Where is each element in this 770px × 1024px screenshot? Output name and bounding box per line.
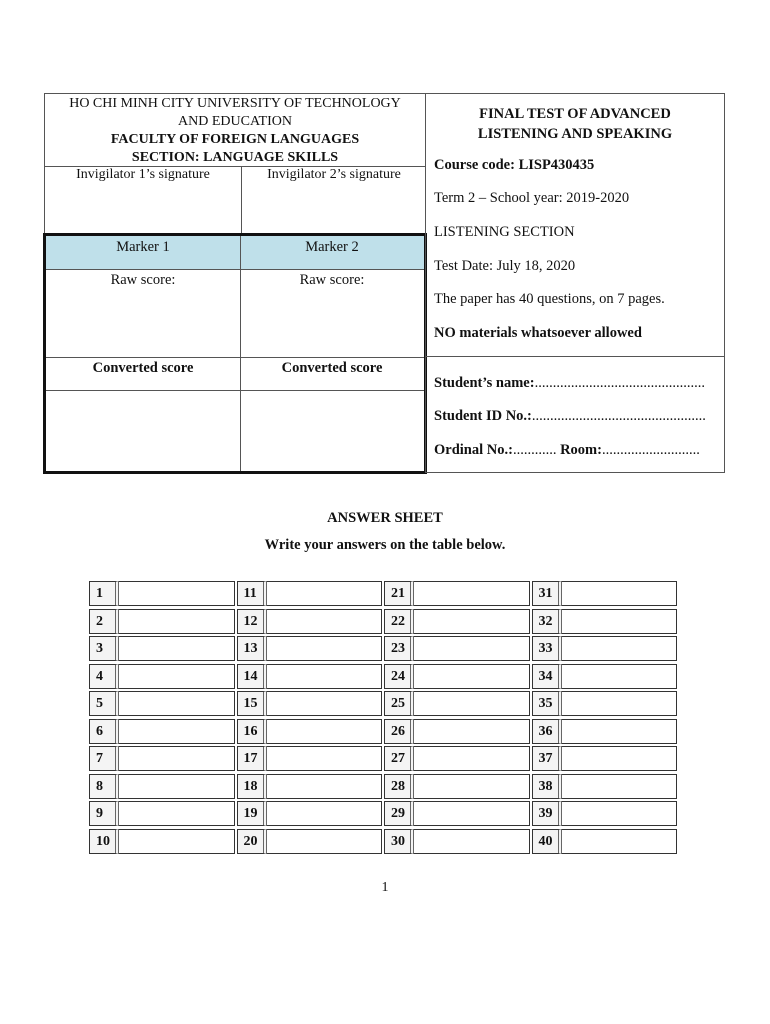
question-number: 30 (384, 829, 414, 854)
answer-grid (89, 581, 679, 858)
invigilator-2-signature-box[interactable] (242, 167, 426, 234)
answer-box[interactable] (562, 746, 678, 771)
question-number: 14 (237, 664, 267, 689)
answer-box[interactable] (119, 581, 235, 606)
faculty-name: FACULTY OF FOREIGN LANGUAGES (110, 132, 360, 147)
question-number: 27 (384, 746, 414, 771)
room-label: Room: (560, 442, 602, 458)
question-number: 19 (237, 801, 267, 826)
answer-box[interactable] (562, 636, 678, 661)
answer-box[interactable] (562, 664, 678, 689)
invigilator-1-signature-box[interactable] (45, 167, 241, 234)
question-number: 13 (237, 636, 267, 661)
answer-box[interactable] (562, 691, 678, 716)
question-number: 21 (384, 581, 414, 606)
student-id-label: Student ID No.: (434, 408, 532, 424)
answer-box[interactable] (562, 774, 678, 799)
answer-box[interactable] (119, 664, 235, 689)
question-number: 18 (237, 774, 267, 799)
answer-box[interactable] (119, 691, 235, 716)
test-title-line2: LISTENING AND SPEAKING (477, 126, 673, 142)
question-number: 17 (237, 746, 267, 771)
question-number: 35 (532, 691, 562, 716)
question-number: 23 (384, 636, 414, 661)
test-title-line1: FINAL TEST OF ADVANCED (479, 106, 671, 122)
page-number: 1 (381, 880, 389, 895)
question-number: 9 (89, 801, 119, 826)
test-title (426, 104, 724, 144)
university-name-line2: AND EDUCATION (178, 114, 292, 129)
answer-box[interactable] (414, 609, 530, 634)
university-name-line1: HO CHI MINH CITY UNIVERSITY OF TECHNOLOGY (69, 96, 401, 111)
answer-box[interactable] (267, 801, 383, 826)
question-number: 36 (532, 719, 562, 744)
question-number: 34 (532, 664, 562, 689)
answer-box[interactable] (119, 719, 235, 744)
question-number: 6 (89, 719, 119, 744)
marker-1-raw-score[interactable]: Raw score: (110, 272, 176, 288)
divider (46, 390, 424, 391)
question-number: 5 (89, 691, 119, 716)
answer-box[interactable] (414, 664, 530, 689)
section-name: SECTION: LANGUAGE SKILLS (131, 150, 339, 165)
invigilator-1-label: Invigilator 1’s signature (76, 167, 210, 182)
answer-box[interactable] (119, 829, 235, 854)
answer-sheet-instruction: Write your answers on the table below. (264, 537, 506, 553)
question-number: 40 (532, 829, 562, 854)
question-number: 37 (532, 746, 562, 771)
test-info-panel (425, 93, 725, 473)
question-number: 29 (384, 801, 414, 826)
section-info: LISTENING SECTION (434, 224, 575, 240)
question-number: 24 (384, 664, 414, 689)
divider (426, 356, 724, 357)
answer-box[interactable] (267, 774, 383, 799)
ordinal-blank: ............ (512, 442, 557, 458)
materials-notice: NO materials whatsoever allowed (434, 325, 642, 341)
question-number: 3 (89, 636, 119, 661)
question-number: 12 (237, 609, 267, 634)
invigilator-2-label: Invigilator 2’s signature (267, 167, 401, 182)
question-number: 33 (532, 636, 562, 661)
question-number: 39 (532, 801, 562, 826)
term-info: Term 2 – School year: 2019-2020 (434, 190, 630, 206)
answer-box[interactable] (267, 829, 383, 854)
marker-2-header: Marker 2 (240, 236, 424, 270)
ordinal-label: Ordinal No.: (434, 442, 513, 458)
test-date: Test Date: July 18, 2020 (434, 258, 576, 274)
question-number: 25 (384, 691, 414, 716)
question-number: 15 (237, 691, 267, 716)
answer-box[interactable] (119, 746, 235, 771)
question-number: 16 (237, 719, 267, 744)
answer-box[interactable] (414, 829, 530, 854)
marker-2-raw-score[interactable]: Raw score: (299, 272, 365, 288)
answer-box[interactable] (414, 774, 530, 799)
answer-box[interactable] (267, 664, 383, 689)
answer-box[interactable] (414, 801, 530, 826)
question-number: 28 (384, 774, 414, 799)
student-name-field[interactable] (434, 375, 705, 392)
answer-box[interactable] (119, 609, 235, 634)
answer-box[interactable] (267, 691, 383, 716)
question-number: 26 (384, 719, 414, 744)
answer-box[interactable] (562, 581, 678, 606)
answer-box[interactable] (414, 636, 530, 661)
divider (46, 357, 424, 358)
course-code: Course code: LISP430435 (434, 157, 595, 173)
marker-1-converted-score[interactable]: Converted score (92, 360, 194, 376)
question-number: 8 (89, 774, 119, 799)
question-number: 32 (532, 609, 562, 634)
answer-box[interactable] (267, 719, 383, 744)
marker-1-header: Marker 1 (46, 236, 240, 270)
question-number: 22 (384, 609, 414, 634)
student-name-label: Student’s name: (434, 375, 535, 391)
answer-box[interactable] (562, 801, 678, 826)
pages-info: The paper has 40 questions, on 7 pages. (434, 291, 665, 307)
answer-box[interactable] (267, 581, 383, 606)
markers-table (43, 233, 427, 474)
answer-box[interactable] (562, 829, 678, 854)
ordinal-room-field[interactable] (434, 442, 700, 459)
answer-box[interactable] (119, 636, 235, 661)
answer-box[interactable] (562, 719, 678, 744)
question-number: 1 (89, 581, 119, 606)
answer-box[interactable] (267, 609, 383, 634)
answer-box[interactable] (414, 581, 530, 606)
question-number: 10 (89, 829, 119, 854)
answer-box[interactable] (267, 636, 383, 661)
question-number: 4 (89, 664, 119, 689)
marker-2-converted-score[interactable]: Converted score (281, 360, 383, 376)
question-number: 38 (532, 774, 562, 799)
question-number: 7 (89, 746, 119, 771)
question-number: 2 (89, 609, 119, 634)
answer-box[interactable] (414, 746, 530, 771)
invigilator-signatures (44, 167, 425, 234)
student-name-blank: ............................................... (534, 375, 705, 391)
answer-box[interactable] (562, 609, 678, 634)
answer-box[interactable] (414, 719, 530, 744)
question-number: 31 (532, 581, 562, 606)
answer-box[interactable] (267, 746, 383, 771)
student-id-blank: ................................................ (531, 408, 706, 424)
student-id-field[interactable] (434, 408, 706, 425)
answer-box[interactable] (119, 801, 235, 826)
answer-box[interactable] (119, 774, 235, 799)
institution-header (44, 93, 425, 167)
question-number: 20 (237, 829, 267, 854)
question-number: 11 (237, 581, 267, 606)
answer-box[interactable] (414, 691, 530, 716)
room-blank: ........................... (601, 442, 700, 458)
answer-sheet-title: ANSWER SHEET (327, 510, 443, 526)
